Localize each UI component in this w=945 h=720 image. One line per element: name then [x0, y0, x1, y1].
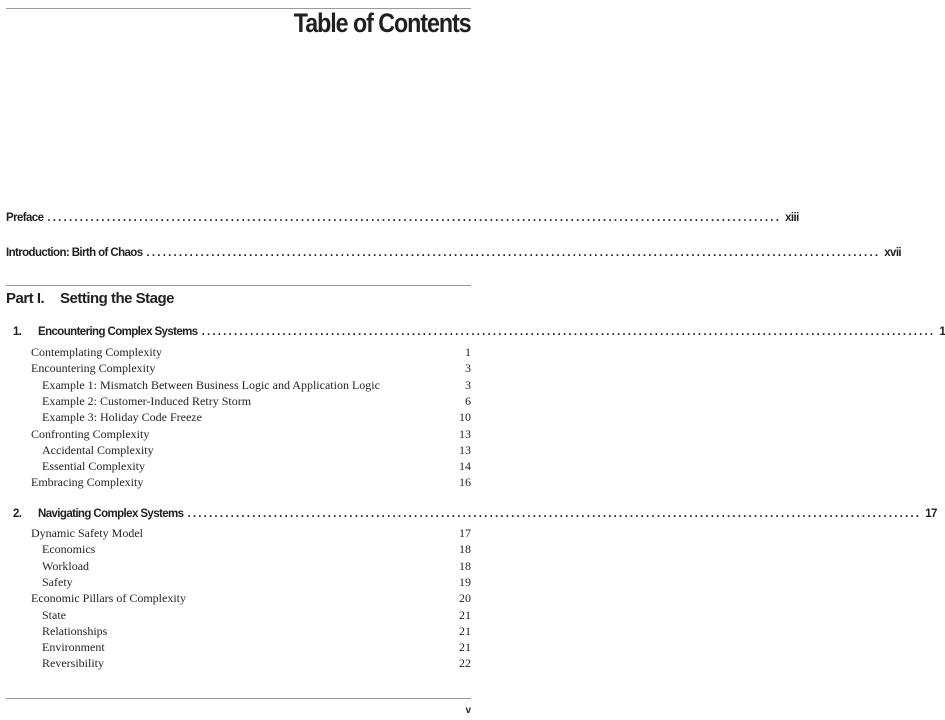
toc-entry-introduction[interactable]: [6, 247, 902, 259]
entry-label: Economic Pillars of Complexity: [31, 591, 186, 606]
entry-label: Relationships: [42, 623, 108, 638]
entry-label: Safety: [42, 574, 73, 589]
toc-subsection[interactable]: [6, 443, 471, 458]
toc-section[interactable]: [6, 475, 471, 490]
entry-label: Contemplating Complexity: [31, 345, 162, 359]
dot-leader: ........................................................................................................................................: [47, 212, 782, 224]
chapter-title: Navigating Complex Systems: [38, 508, 184, 520]
entry-label: Essential Complexity: [42, 459, 145, 474]
toc-section[interactable]: [6, 526, 471, 541]
entry-page: 3: [465, 377, 471, 392]
entry-page: 17: [459, 526, 471, 540]
entry-page: 13: [459, 442, 471, 457]
chapter-number: 2.: [13, 508, 22, 520]
part-heading: [6, 290, 174, 307]
entry-page: 18: [459, 558, 471, 573]
entry-page: 20: [459, 591, 471, 606]
page-title: Table of Contents: [294, 8, 471, 38]
entry-label: State: [42, 607, 66, 622]
chapter-number: 1.: [13, 326, 22, 338]
bottom-rule: [6, 698, 471, 699]
toc-section[interactable]: [6, 427, 471, 442]
entry-label: Environment: [42, 640, 105, 655]
entry-page: 21: [459, 623, 471, 638]
page-number: v: [465, 705, 471, 716]
toc-entry-preface[interactable]: [6, 212, 799, 224]
entry-label: Workload: [42, 558, 90, 573]
entry-page: 14: [459, 459, 471, 474]
chapter-heading[interactable]: [6, 326, 945, 338]
toc-subsection[interactable]: [6, 624, 471, 639]
entry-label: Preface: [6, 212, 44, 224]
toc-section[interactable]: [6, 591, 471, 606]
toc-subsection[interactable]: [6, 378, 471, 393]
chapter-label: [6, 508, 183, 520]
entry-page: 6: [465, 393, 471, 408]
entry-page: xvii: [884, 247, 902, 259]
chapter-page: 17: [925, 508, 937, 520]
entry-page: 1: [465, 345, 471, 359]
toc-subsection[interactable]: [6, 559, 471, 574]
toc-subsection[interactable]: [6, 459, 471, 474]
entry-page: 21: [459, 640, 471, 655]
entry-page: 10: [459, 410, 471, 425]
toc-subsection[interactable]: [6, 410, 471, 425]
entry-label: Reversibility: [42, 656, 104, 671]
dot-leader: ........................................................................................................................................: [201, 326, 936, 338]
entry-label: Example 1: Mismatch Between Business Logic and Application Logic: [42, 377, 380, 392]
entry-label: Economics: [42, 542, 96, 557]
entry-label: Accidental Complexity: [42, 442, 154, 457]
entry-page: 21: [459, 607, 471, 622]
toc-section[interactable]: [6, 361, 471, 376]
toc-subsection[interactable]: [6, 394, 471, 409]
entry-label: Confronting Complexity: [31, 426, 150, 441]
dot-leader: ........................................................................................................................................: [187, 508, 922, 520]
part-number: Part I.: [6, 290, 45, 307]
entry-label: Encountering Complexity: [31, 361, 156, 376]
chapter-title: Encountering Complex Systems: [38, 326, 198, 338]
toc-subsection[interactable]: [6, 608, 471, 623]
toc-subsection[interactable]: [6, 656, 471, 671]
toc-subsection[interactable]: [6, 575, 471, 590]
chapter-label: [6, 326, 198, 338]
part-title: Setting the Stage: [60, 290, 175, 307]
entry-page: 18: [459, 542, 471, 557]
entry-page: xiii: [785, 212, 799, 224]
toc-subsection[interactable]: [6, 640, 471, 655]
chapter-heading[interactable]: [6, 508, 937, 520]
entry-page: 13: [459, 426, 471, 441]
part-rule: [6, 285, 471, 286]
entry-label: Example 3: Holiday Code Freeze: [42, 410, 202, 425]
chapter-page: 1: [939, 326, 945, 338]
entry-page: 22: [459, 656, 471, 671]
entry-page: 3: [465, 361, 471, 376]
entry-label: Example 2: Customer-Induced Retry Storm: [42, 393, 252, 408]
dot-leader: ........................................................................................................................................: [146, 247, 881, 259]
entry-page: 19: [459, 574, 471, 589]
entry-page: 16: [459, 475, 471, 490]
toc-subsection[interactable]: [6, 542, 471, 557]
entry-label: Introduction: Birth of Chaos: [6, 247, 143, 259]
toc-section[interactable]: [6, 345, 471, 360]
entry-label: Embracing Complexity: [31, 475, 144, 490]
entry-label: Dynamic Safety Model: [31, 526, 143, 540]
